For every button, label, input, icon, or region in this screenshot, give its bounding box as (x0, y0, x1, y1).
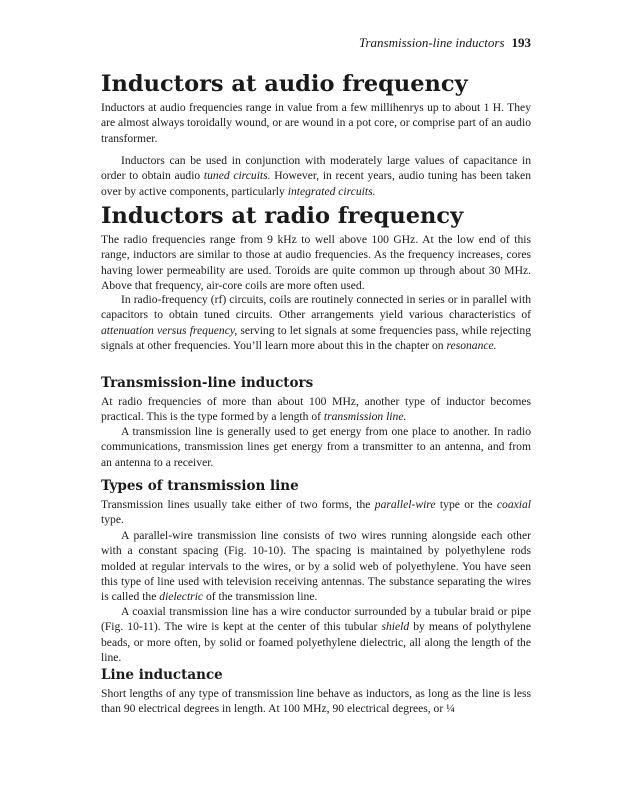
heading-inductors-radio: Inductors at radio frequency (101, 203, 464, 229)
running-head (359, 35, 531, 51)
paragraph: In radio-frequency (rf) circuits, coils are routinely connected in series or in parallel with capacitors to obtain tuned circuits. Other arrangements yield various characteristics of attenuation versus frequency, serving to let signals at some frequencies pass, while rejecting signals at other frequencies. You’ll learn more about this in the chapter on resonance. (101, 293, 531, 352)
paragraph: Inductors can be used in conjunction with moderately large values of capacitance in order to obtain audio tuned circuits. However, in recent years, audio tuning has been taken over by active components, particularly integrated circuits. (101, 154, 532, 198)
paragraph: Inductors at audio frequencies range in value from a few millihenrys up to about 1 H. They are almost always toroidally wound, or are wound in a pot core, or comprise part of an audio transformer. (101, 101, 531, 145)
paragraph: The radio frequencies range from 9 kHz to well above 100 GHz. At the low end of this range, inductors are similar to those at audio frequencies. As the frequency increases, cores having lower permeability are used. Toroids are quite common up through about 30 MHz. Above that frequency, air-core coils are more often used. (101, 233, 531, 292)
paragraph: At radio frequencies of more than about 100 MHz, another type of inductor becomes practical. This is the type formed by a length of transmission line. (101, 395, 531, 424)
page-number: 193 (511, 35, 531, 50)
heading-transmission-line-inductors: Transmission-line inductors (101, 375, 314, 391)
running-head-title: Transmission-line inductors (358, 35, 505, 50)
heading-types-transmission-line: Types of transmission line (101, 478, 299, 494)
paragraph: A transmission line is generally used to get energy from one place to another. In radio communications, transmission lines get energy from a transmitter to an antenna, and from an antenna to a receiver. (101, 425, 531, 469)
heading-inductors-audio: Inductors at audio frequency (101, 71, 468, 97)
paragraph: A parallel-wire transmission line consists of two wires running alongside each other with a constant spacing (Fig. 10-10). The spacing is maintained by polyethylene rods molded at regular intervals to the wires, or by a solid web of polyethylene. You have seen this type of line used with television receiving antennas. The substance separating the wires is called the dielectric of the transmission line. (101, 529, 531, 604)
paragraph: Transmission lines usually take either of two forms, the parallel-wire type or the coaxial type. (101, 498, 531, 527)
paragraph: A coaxial transmission line has a wire conductor surrounded by a tubular braid or pipe (Fig. 10-11). The wire is kept at the center of this tubular shield by means of polythylene beads, or more often, by solid or foamed polyethylene dielectric, all along the length of the line. (101, 605, 531, 664)
paragraph: Short lengths of any type of transmission line behave as inductors, as long as the line is less than 90 electrical degrees in length. At 100 MHz, 90 electrical degrees, or ¼ (101, 687, 531, 716)
heading-line-inductance: Line inductance (101, 667, 223, 683)
